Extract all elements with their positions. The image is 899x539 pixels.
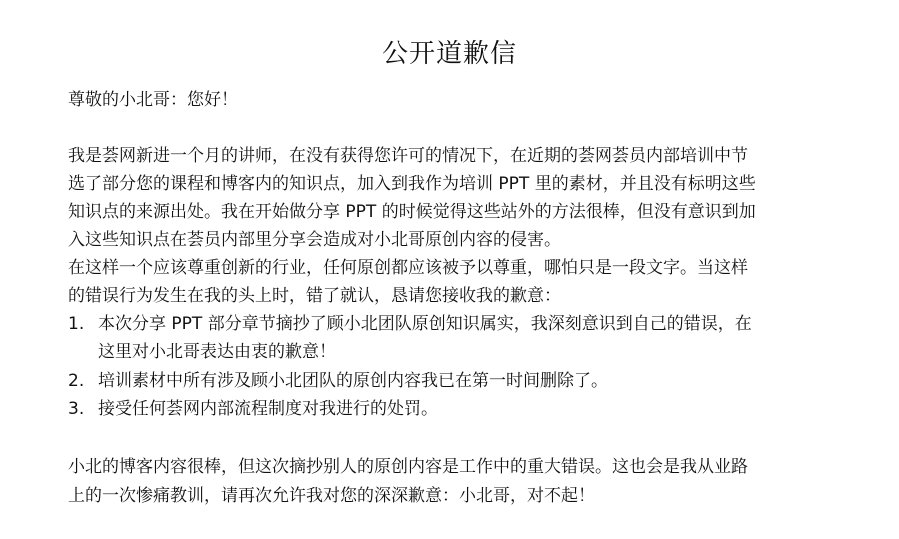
letter-title: 公开道歉信	[381, 39, 517, 69]
list-number: 3.	[68, 399, 85, 419]
list-number: 2.	[68, 371, 85, 391]
paragraph2-line: 的错误行为发生在我的头上时，错了就认，恳请您接收我的歉意：	[68, 286, 561, 306]
paragraph1-line: 入这些知识点在荟员内部里分享会造成对小北哥原创内容的侵害。	[68, 230, 561, 250]
list-item-text: 本次分享 PPT 部分章节摘抄了顾小北团队原创知识属实，我深刻意识到自己的错误，在	[98, 314, 752, 334]
greeting: 尊敬的小北哥：您好！	[68, 90, 238, 110]
list-item-text: 接受任何荟网内部流程制度对我进行的处罚。	[98, 399, 438, 419]
paragraph1-line: 知识点的来源出处。我在开始做分享 PPT 的时候觉得这些站外的方法很棒，但没有意识到加	[68, 202, 756, 222]
list-item-continuation: 这里对小北哥表达由衷的歉意！	[98, 342, 336, 362]
list-number: 1.	[68, 314, 85, 334]
list-item	[68, 312, 752, 336]
paragraph2-line: 在这样一个应该尊重创新的行业，任何原创都应该被予以尊重，哪怕只是一段文字。当这样	[68, 258, 748, 278]
list-item	[68, 369, 608, 393]
list-item	[68, 397, 438, 421]
paragraph3-line: 小北的博客内容很棒，但这次摘抄别人的原创内容是工作中的重大错误。这也会是我从业路	[68, 457, 748, 477]
list-item-text: 培训素材中所有涉及顾小北团队的原创内容我已在第一时间删除了。	[98, 371, 608, 391]
paragraph1-line: 选了部分您的课程和博客内的知识点，加入到我作为培训 PPT 里的素材，并且没有标明这些	[68, 174, 756, 194]
paragraph3-line: 上的一次惨痛教训，请再次允许我对您的深深歉意：小北哥，对不起！	[68, 486, 595, 506]
paragraph1-line: 我是荟网新进一个月的讲师，在没有获得您许可的情况下，在近期的荟网荟员内部培训中节	[68, 146, 748, 166]
